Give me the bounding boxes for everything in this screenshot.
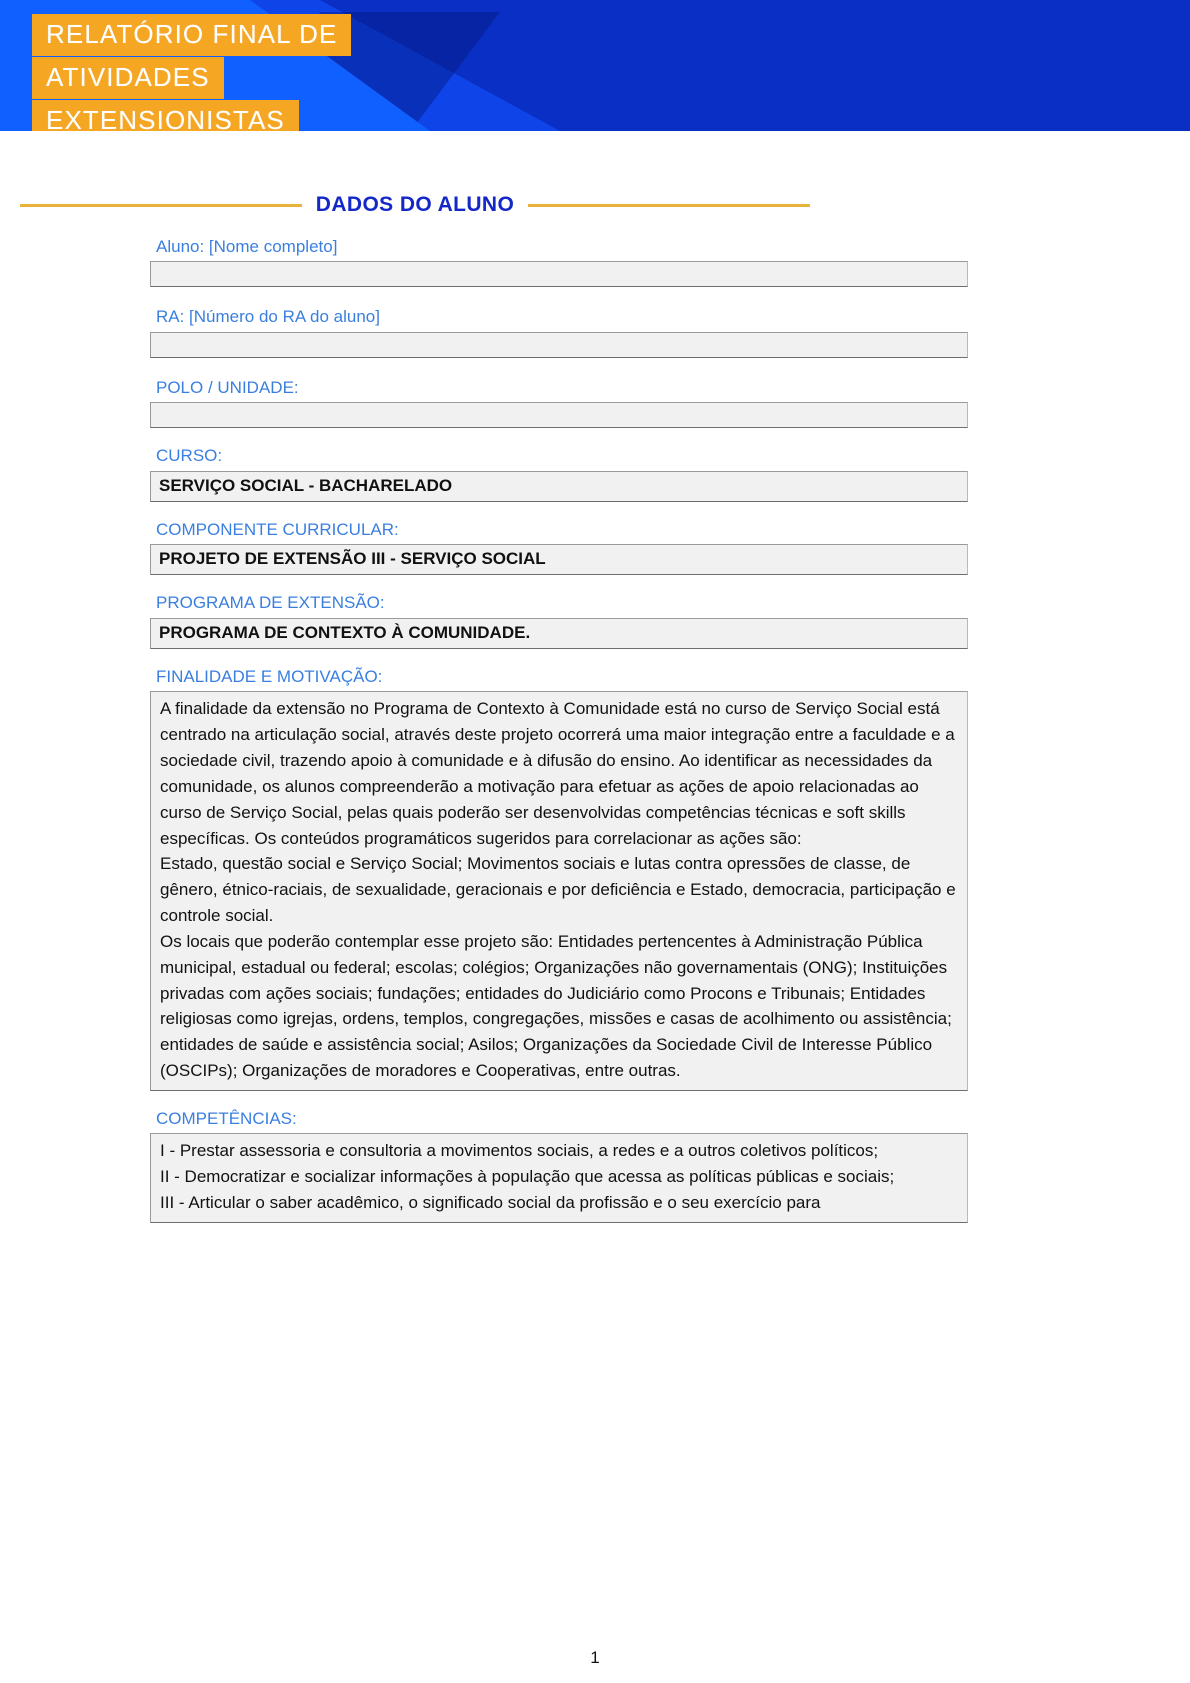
field-finalidade-motivacao — [150, 667, 970, 1091]
competencias-item-1: I - Prestar assessoria e consultoria a movimentos sociais, a redes e a outros coletivos políticos; — [160, 1141, 879, 1161]
field-competencias — [150, 1109, 970, 1223]
banner-title-line-1: RELATÓRIO FINAL DE — [32, 14, 351, 56]
finalidade-paragraph-1: A finalidade da extensão no Programa de Contexto à Comunidade está no curso de Serviço Social está centrado na articulação social, através deste projeto ocorrerá uma maior integração entre a faculdade e a sociedade civil, trazendo apoio à comunidade e à difusão do ensino. Ao identificar as necessidades da comunidade, os alunos compreenderão a motivação para efetuar as ações de apoio relacionadas ao curso de Serviço Social, pelas quais poderão ser desenvolvidas competências técnicas e soft skills específicas. Os conteúdos programáticos sugeridos para correlacionar as ações são: — [160, 699, 955, 848]
field-polo-unidade — [150, 378, 970, 428]
field-finalidade-motivacao-label: FINALIDADE E MOTIVAÇÃO: — [156, 667, 383, 687]
field-curso — [150, 446, 970, 502]
field-polo-unidade-label: POLO / UNIDADE: — [156, 377, 299, 397]
field-programa-extensao — [150, 593, 970, 649]
field-ra-input[interactable] — [150, 332, 968, 358]
field-finalidade-motivacao-text[interactable] — [150, 691, 968, 1090]
banner-title-block — [32, 14, 351, 131]
field-programa-extensao-input[interactable]: PROGRAMA DE CONTEXTO À COMUNIDADE. — [150, 618, 968, 649]
document-page — [0, 193, 1190, 1667]
form-fields-container — [150, 237, 970, 1223]
section-header-dados-do-aluno — [20, 193, 810, 217]
field-curso-label: CURSO: — [156, 446, 223, 466]
banner-title-line-3: EXTENSIONISTAS — [32, 100, 299, 131]
field-ra-label: RA: [Número do RA do aluno] — [156, 307, 380, 327]
field-componente-curricular-input[interactable]: PROJETO DE EXTENSÃO III - SERVIÇO SOCIAL — [150, 544, 968, 575]
field-ra — [150, 307, 970, 357]
field-aluno — [150, 237, 970, 287]
section-title-text: DADOS DO ALUNO — [315, 193, 515, 216]
field-competencias-label: COMPETÊNCIAS: — [156, 1108, 297, 1128]
field-polo-unidade-input[interactable] — [150, 402, 968, 428]
competencias-item-2: II - Democratizar e socializar informações à população que acessa as políticas públicas e sociais; — [160, 1167, 895, 1187]
finalidade-paragraph-2: Estado, questão social e Serviço Social; Movimentos sociais e lutas contra opressões de classe, de gênero, étnico-raciais, de sexualidade, geracionais e por deficiência e Estado, democracia, participação e controle social. — [160, 854, 956, 926]
banner-title-line-2: ATIVIDADES — [32, 57, 224, 99]
field-componente-curricular — [150, 520, 970, 576]
field-aluno-input[interactable] — [150, 261, 968, 287]
field-aluno-label: Aluno: [Nome completo] — [156, 237, 338, 256]
page-header-banner — [0, 0, 1190, 131]
field-curso-input[interactable]: SERVIÇO SOCIAL - BACHARELADO — [150, 471, 968, 502]
finalidade-paragraph-3: Os locais que poderão contemplar esse projeto são: Entidades pertencentes à Administração Pública municipal, estadual ou federal; escolas; colégios; Organizações não governamentais (ONG); Instituições privadas com ações sociais; fundações; entidades do Judiciário como Procons e Tribunais; Entidades religiosas como igrejas, ordens, templos, congregações, missões e casas de acolhimento ou assistência; entidades de saúde e assistência social; Asilos; Organizações da Sociedade Civil de Interesse Público (OSCIPs); Organizações de moradores e Cooperativas, entre outras. — [160, 931, 952, 1081]
field-componente-curricular-label: COMPONENTE CURRICULAR: — [156, 519, 399, 539]
competencias-item-3: III - Articular o saber acadêmico, o significado social da profissão e o seu exercício para — [160, 1192, 821, 1212]
field-programa-extensao-label: PROGRAMA DE EXTENSÃO: — [156, 593, 385, 613]
section-rule-left — [20, 204, 302, 207]
field-competencias-text[interactable] — [150, 1133, 968, 1222]
section-rule-right — [528, 204, 810, 207]
page-number: 1 — [590, 1648, 600, 1667]
